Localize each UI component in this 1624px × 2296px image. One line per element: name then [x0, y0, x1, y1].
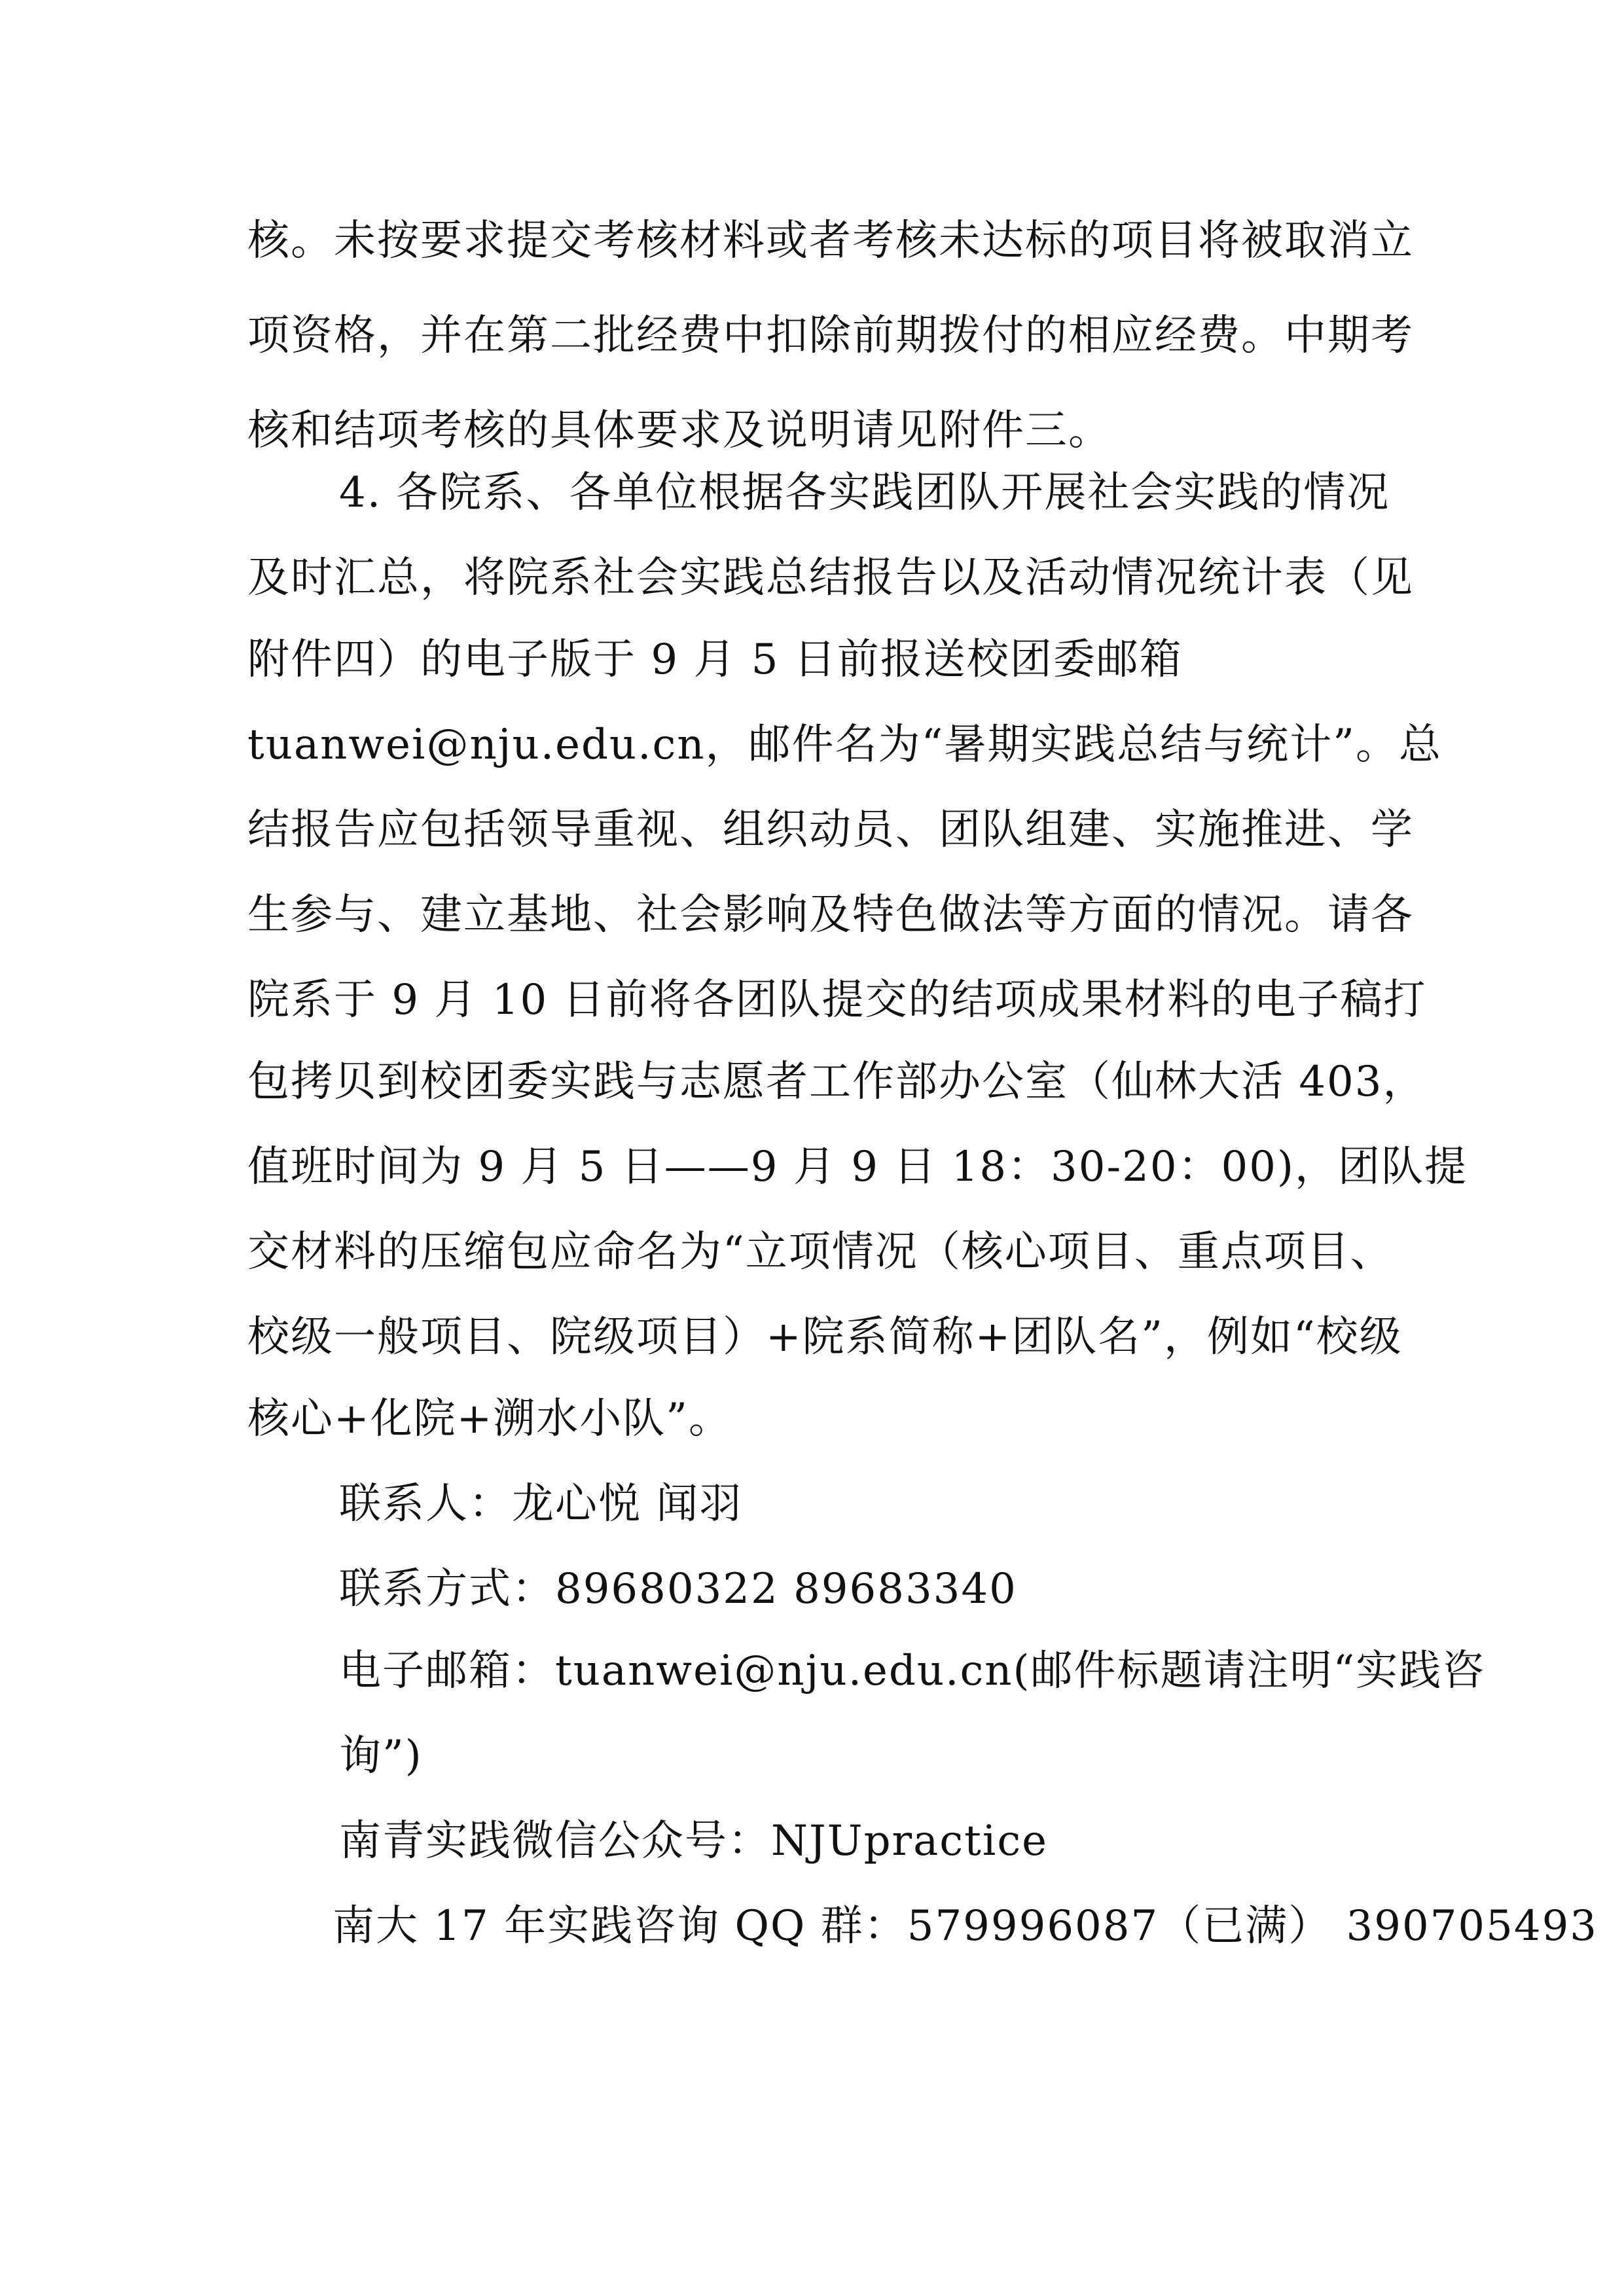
paragraph-line: 校级一般项目、院级项目）+院系简称+团队名”，例如“校级 [247, 1313, 1403, 1361]
paragraph-line: 及时汇总，将院系社会实践总结报告以及活动情况统计表（见 [247, 554, 1414, 602]
paragraph-line: 项资格，并在第二批经费中扣除前期拨付的相应经费。中期考 [247, 312, 1414, 360]
paragraph-line: 附件四）的电子版于 9 月 5 日前报送校团委邮箱 [247, 636, 1183, 684]
paragraph-line: 生参与、建立基地、社会影响及特色做法等方面的情况。请各 [247, 891, 1414, 939]
contact-qq-group: 南大 17 年实践咨询 QQ 群：579996087（已满） 390705493 [333, 1902, 1598, 1950]
paragraph-line: 核和结项考核的具体要求及说明请见附件三。 [247, 406, 1111, 455]
paragraph-line: 4. 各院系、各单位根据各实践团队开展社会实践的情况 [339, 469, 1390, 517]
paragraph-line: 核心+化院+溯水小队”。 [247, 1395, 732, 1443]
contact-person: 联系人：龙心悦 闻羽 [339, 1480, 743, 1528]
contact-email: 电子邮箱：tuanwei@nju.edu.cn(邮件标题请注明“实践咨 [339, 1647, 1486, 1695]
paragraph-line: 交材料的压缩包应命名为“立项情况（核心项目、重点项目、 [247, 1228, 1394, 1276]
contact-email-continued: 询”) [339, 1732, 423, 1780]
paragraph-line: tuanwei@nju.edu.cn，邮件名为“暑期实践总结与统计”。总 [247, 721, 1442, 769]
paragraph-line: 值班时间为 9 月 5 日——9 月 9 日 18：30-20：00)，团队提 [247, 1143, 1468, 1191]
paragraph-line: 结报告应包括领导重视、组织动员、团队组建、实施推进、学 [247, 806, 1414, 854]
paragraph-line: 包拷贝到校团委实践与志愿者工作部办公室（仙林大活 403， [247, 1058, 1426, 1106]
paragraph-line: 核。未按要求提交考核材料或者考核未达标的项目将被取消立 [247, 217, 1414, 265]
paragraph-line: 院系于 9 月 10 日前将各团队提交的结项成果材料的电子稿打 [247, 976, 1427, 1024]
contact-phone: 联系方式：89680322 89683340 [339, 1565, 1017, 1613]
contact-wechat: 南青实践微信公众号：NJUpractice [339, 1817, 1049, 1865]
